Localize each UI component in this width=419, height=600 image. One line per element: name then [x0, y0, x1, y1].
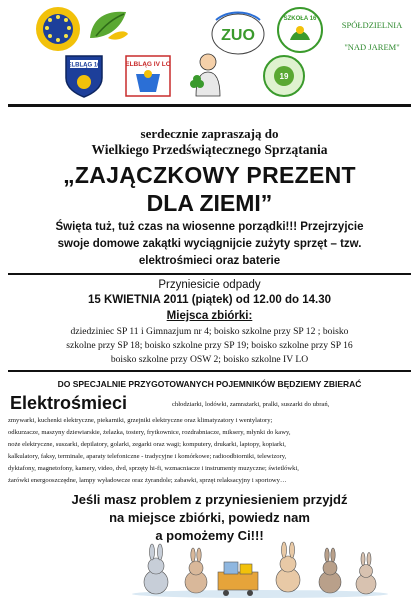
closing-line2: na miejsce zbiórki, powiedz nam — [109, 510, 310, 525]
logos-row — [0, 0, 419, 104]
title-line1: „ZAJĄCZKOWY PREZENT — [63, 162, 356, 188]
collection-heading: DO SPECJALNIE PRZYGOTOWANYCH POJEMNIKÓW BĘDZIEMY ZBIERAĆ — [57, 379, 362, 389]
intro-line1: Święta tuż, tuż czas na wiosenne porządki!!! Przejrzyjcie — [55, 221, 364, 233]
elblag-16-text: ELBLĄG 16 — [67, 62, 101, 69]
elblag-16-logo — [62, 52, 106, 98]
spoldzielnia-line1: SPÓŁDZIELNIA — [341, 20, 403, 30]
places-line2: szkolne przy SP 18; boisko szkolne przy SP 19; boisko szkolne przy SP 16 — [66, 340, 353, 351]
collection-line2: zmywarki, kuchenki elektryczne, piekarniki, grzejniki elektryczne oraz klimatyzatory i wentylatory; — [8, 417, 273, 424]
divider-middle — [8, 273, 411, 275]
boy-clover-logo — [186, 50, 226, 98]
intro-line3: elektrośmieci oraz baterie — [138, 255, 281, 267]
bunny-icon — [276, 542, 300, 592]
bunny-icon — [185, 548, 207, 593]
elblag-iv-lo-text: ELBLĄG IV LO — [125, 61, 171, 68]
zuo-text: ZUO — [221, 27, 255, 44]
szkola-16-logo — [276, 6, 324, 54]
zuo-logo — [210, 8, 266, 56]
title-line2: DLA ZIEMI” — [146, 190, 273, 216]
invite-line1: serdecznie zapraszają do — [140, 126, 279, 141]
sun-stars-logo — [34, 5, 82, 53]
leaves-logo — [86, 8, 130, 42]
divider-bottom — [8, 370, 411, 372]
places-line1: dziedziniec SP 11 i Gimnazjum nr 4; boisko szkolne przy SP 12 ; boisko — [70, 326, 349, 337]
divider-top — [8, 104, 411, 107]
szkola-16-text: SZKOŁA 16 — [283, 16, 317, 22]
elektrosmieci-word: Elektrośmieci — [10, 393, 128, 413]
collection-line3: odkurzacze, maszyny dziewiarskie, żelazka, tostery, frytkownice, rozdrabniacze, miksery, młynki do kawy, — [8, 429, 291, 436]
spoldzielnia-line2: "NAD JAREM" — [344, 42, 400, 52]
collection-line7: żarówki energooszczędne, lampy wyładowcze oraz żyrandole; zabawki, sprzęt relaksacyjny i sportowy… — [8, 477, 287, 484]
closing-line1: Jeśli masz problem z przyniesieniem przyjdź — [71, 492, 348, 507]
green-school-logo — [262, 54, 306, 98]
places-heading: Miejsca zbiórki: — [166, 310, 253, 322]
closing-line3: a pomożemy Ci!!! — [155, 528, 264, 543]
spoldzielnia-logo — [332, 14, 412, 58]
svg-text:19: 19 — [279, 72, 289, 81]
intro-line2: swoje domowe zakątki wyciągnijcie zużyty sprzęt – tzw. — [57, 238, 362, 250]
invite-line2: Wielkiego Przedświątecznego Sprzątania — [91, 142, 328, 157]
collection-line4: noże elektryczne, suszarki, depilatory, golarki, zegarki oraz wagi; komputery, drukarki, laptopy, kopiarki, — [8, 441, 286, 448]
bunnies-illustration — [130, 540, 390, 598]
elblag-iv-lo-logo — [124, 54, 172, 98]
places-line3: boisko szkolne przy OSW 2; boisko szkolne IV LO — [110, 354, 309, 365]
event-date-line: 15 KWIETNIA 2011 (piątek) od 12.00 do 14.30 — [87, 294, 332, 306]
bunny-icon — [356, 553, 376, 595]
collection-line6: dyktafony, magnetofony, kamery, video, dvd, sprzęty hi-fi, wzmacniacze i instrumenty muzyczne; świetlówki, — [8, 465, 299, 472]
bunny-icon — [319, 548, 341, 593]
collection-line5: kalkulatory, faksy, terminale, aparaty telefoniczne - tradycyjne i komórkowe; radioodbiorniki, telewizory, — [8, 453, 287, 460]
event-line1: Przyniesicie odpady — [158, 279, 261, 291]
collection-line1: chłodziarki, lodówki, zamrażarki, pralki, suszarki do ubrań, — [172, 401, 330, 408]
bunny-icon — [144, 544, 168, 594]
